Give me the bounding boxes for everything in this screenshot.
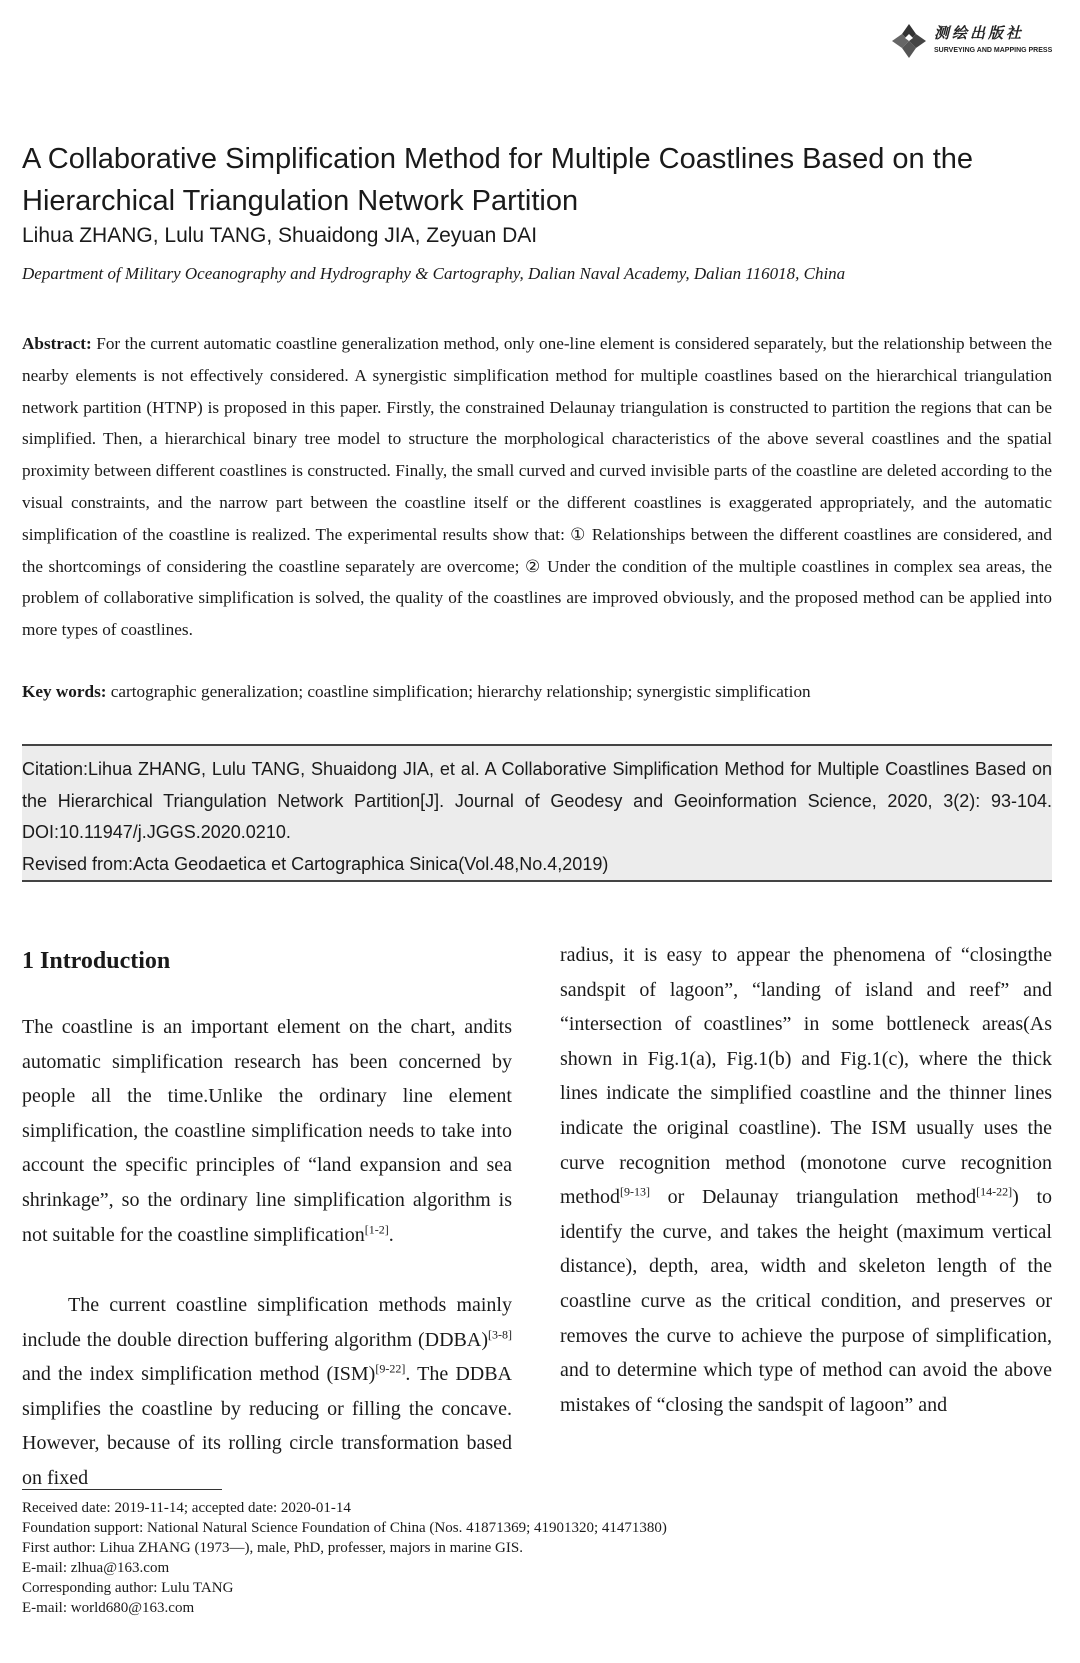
footnote-funding: Foundation support: National Natural Science Foundation of China (Nos. 41871369; 41901320; 41471380) xyxy=(22,1520,667,1536)
footnote-email-1[interactable]: E-mail: zlhua@163.com xyxy=(22,1560,170,1576)
abstract-text: For the current automatic coastline generalization method, only one-line element is considered separately, but the relationship between the nearby elements is not effectively considered. A synergistic simplification method for multiple coastlines based on the hierarchical triangulation network partition (HTNP) is proposed in this paper. Firstly, the constrained Delaunay triangulation is constructed to partition the regions that can be simplified. Then, a hierarchical binary tree model to structure the morphological characteristics of the above several coastlines and the spatial proximity between different coastlines is constructed. Finally, the small curved and curved invisible parts of the coastline are deleted according to the visual constraints, and the narrow part between the coastline itself or the different coastlines is exaggerated appropriately, and the automatic simplification of the coastline is realized. The experimental results show that: ① Relationships between the different coastlines are considered, and the shortcomings of considering the coastline separately are overcome; ② Under the condition of the multiple coastlines in complex sea areas, the problem of collaborative simplification is solved, the quality of the coastlines are improved obviously, and the proposed method can be applied into more types of coastlines. xyxy=(22,334,1052,640)
citation xyxy=(22,754,1052,880)
intro-p1-end: . xyxy=(388,1223,394,1246)
affiliation: Department of Military Oceanography and Hydrography & Cartography, Dalian Naval Academy, Dalian 116018, China xyxy=(22,264,846,283)
footnote-divider xyxy=(22,1489,222,1490)
intro-p3-text-b: or Delaunay triangulation method xyxy=(650,1186,977,1209)
publisher-name-cn: 测绘出版社 xyxy=(934,24,1025,42)
footnote-received: Received date: 2019-11-14; accepted date: 2020-01-14 xyxy=(22,1500,351,1516)
publisher-logo xyxy=(890,20,1053,62)
reference-citation[interactable]: [9-13] xyxy=(620,1184,650,1199)
keywords-text: cartographic generalization; coastline simplification; hierarchy relationship; synergistic simplification xyxy=(110,682,811,701)
intro-p1-text: The coastline is an important element on the chart, andits automatic simplification research has been concerned by people all the time.Unlike the ordinary line element simplification, the coastline simplification needs to take into account the specific principles of “land expansion and sea shrinkage”, so the ordinary line simplification algorithm is not suitable for the coastline simplification xyxy=(22,1016,512,1246)
intro-p2-text-c: . The DDBA simplifies the coastline by reducing or filling the concave. However, because of its rolling circle transformation based on fixed xyxy=(22,1363,512,1489)
revised-text: Acta Geodaetica et Cartographica Sinica(Vol.48,No.4,2019) xyxy=(133,853,609,874)
intro-p2-text-a: The current coastline simplification methods mainly include the double direction buffering algorithm (DDBA) xyxy=(22,1294,512,1351)
publisher-name-en: SURVEYING AND MAPPING PRESS xyxy=(934,47,1053,54)
citation-text: Lihua ZHANG, Lulu TANG, Shuaidong JIA, et al. A Collaborative Simplification Method for Multiple Coastlines Based on the Hierarchical Triangulation Network Partition[J]. Journal of Geodesy and Geoinformation Science, 2020, 3(2): 93-104. DOI:10.11947/j.JGGS.2020.0210. xyxy=(22,759,1052,842)
reference-citation[interactable]: [3-8] xyxy=(488,1326,512,1341)
intro-paragraph-2 xyxy=(22,1288,512,1496)
footnote-email-2[interactable]: E-mail: world680@163.com xyxy=(22,1600,195,1616)
footnote-corresponding: Corresponding author: Lulu TANG xyxy=(22,1580,234,1596)
footnote-first-author: First author: Lihua ZHANG (1973—), male, PhD, professer, majors in marine GIS. xyxy=(22,1540,523,1556)
reference-citation[interactable]: [1-2] xyxy=(364,1221,389,1236)
paper-title: A Collaborative Simplification Method for Multiple Coastlines Based on the Hierarchical Triangulation Network Partition xyxy=(22,143,974,217)
keywords xyxy=(22,682,811,702)
intro-p2-text-b: and the index simplification method (ISM) xyxy=(22,1363,376,1386)
abstract-label: Abstract: xyxy=(22,334,92,353)
author-list: Lihua ZHANG, Lulu TANG, Shuaidong JIA, Zeyuan DAI xyxy=(22,224,538,247)
citation-box xyxy=(22,744,1052,882)
abstract xyxy=(22,328,1052,646)
keywords-label: Key words: xyxy=(22,682,107,701)
reference-citation[interactable]: [14-22] xyxy=(976,1184,1013,1199)
publisher-logo-icon xyxy=(890,22,928,60)
revised-label: Revised from: xyxy=(22,853,134,874)
citation-label: Citation: xyxy=(22,759,89,779)
intro-paragraph-3 xyxy=(560,938,1052,1422)
intro-p3-text-a: radius, it is easy to appear the phenomena of “closingthe sandspit of lagoon”, “landing of island and reef” and “intersection of coastlines” in some bottleneck areas(As shown in Fig.1(a), Fig.1(b) and Fig.1(c), where the thick lines indicate the simplified coastline and the thinner lines indicate the original coastline). The ISM usually uses the curve recognition method (monotone curve recognition method xyxy=(560,944,1052,1209)
reference-citation[interactable]: [9-22] xyxy=(375,1361,406,1376)
intro-paragraph-1 xyxy=(22,1010,512,1252)
footnotes xyxy=(22,1498,1052,1618)
section-heading: 1 Introduction xyxy=(22,948,171,974)
intro-p3-text-c: ) to identify the curve, and takes the height (maximum vertical distance), depth, area, width and skeleton length of the coastline curve as the critical condition, and preserves or removes the curve to achieve the purpose of simplification, and to determine which type of method can avoid the above mistakes of “closing the sandspit of lagoon” and xyxy=(560,1186,1053,1416)
